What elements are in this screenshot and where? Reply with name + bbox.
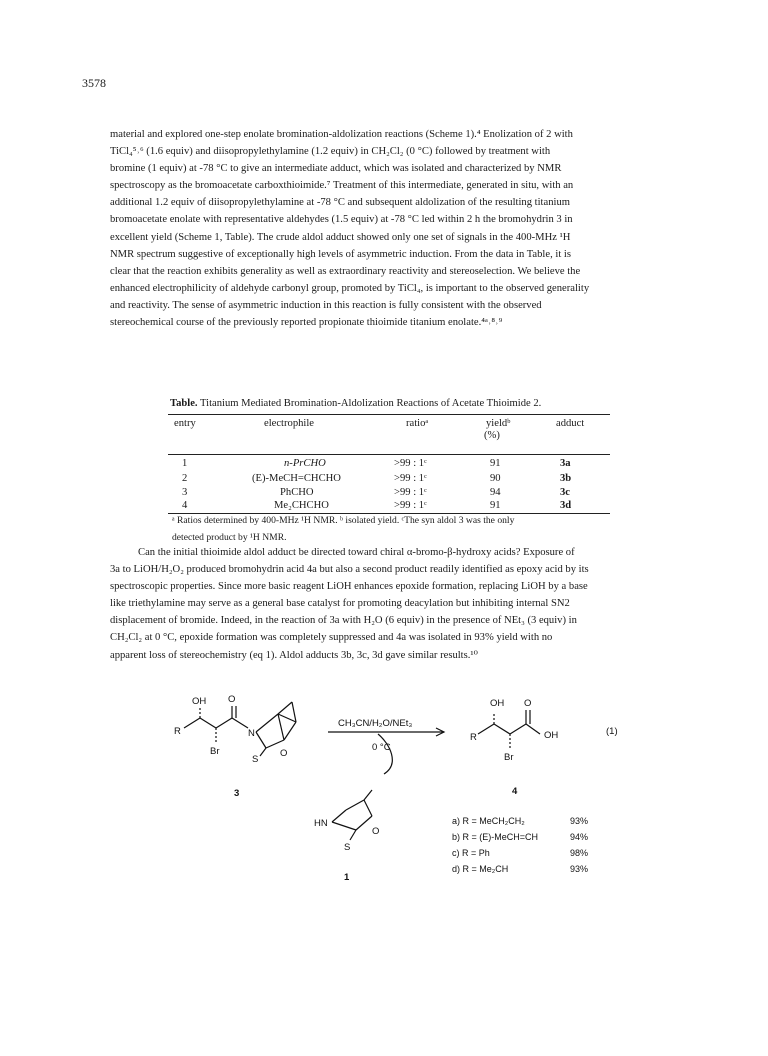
row-4-ratio: >99 : 1ᶜ <box>394 500 427 511</box>
compound-number: 4 <box>512 786 518 797</box>
paragraph-line: additional 1.2 equiv of diisopropylethylamine at -78 °C and subsequent aldolization of the resulting titanium <box>110 197 570 209</box>
atom-label: Br <box>210 746 220 757</box>
atom-label: N <box>248 728 255 739</box>
bond <box>292 702 296 722</box>
page-number: 3578 <box>82 76 106 90</box>
atom-label: R <box>174 726 181 737</box>
row-1-ratio: >99 : 1ᶜ <box>394 458 427 469</box>
result-label: a) R = MeCH₂CH₂ <box>452 816 525 826</box>
header-electrophile: electrophile <box>264 418 314 429</box>
paragraph-line: NMR spectrum suggestive of exceptionally high levels of asymmetric induction. From the data in Table, it is <box>110 248 571 260</box>
row-3-yield: 94 <box>490 487 501 498</box>
atom-label: O <box>228 694 236 705</box>
row-2-adduct: 3b <box>560 473 572 484</box>
table-footnote <box>172 512 612 546</box>
table-caption <box>170 398 541 409</box>
header-adduct: adduct <box>556 418 585 429</box>
paragraph-line: spectroscopy as the bromoacetate carboxthioimide.⁷ Treatment of this intermediate, generated in situ, with an <box>110 180 574 192</box>
row-2-entry: 2 <box>182 473 188 484</box>
row-4-yield: 91 <box>490 500 501 511</box>
bond <box>278 714 284 740</box>
body-paragraph-2 <box>110 544 670 664</box>
bond <box>332 810 346 822</box>
table-caption-label: Table. <box>170 398 198 409</box>
row-2-electrophile: (E)-MeCH=CHCHO <box>252 473 341 484</box>
bond <box>184 718 200 728</box>
paragraph-line: clear that the reaction exhibits generality as well as extraordinary reactivity and stereoselection. We believe the <box>110 265 581 277</box>
result-label: b) R = (E)-MeCH=CH <box>452 832 539 842</box>
atom-label: Br <box>504 752 514 763</box>
bond <box>364 790 372 800</box>
table-rule-header <box>168 454 610 455</box>
row-4-entry: 4 <box>182 500 188 511</box>
results-table <box>168 414 610 518</box>
atom-label: S <box>252 754 259 765</box>
bond <box>284 722 296 740</box>
reagent-top: CH₃CN/H₂O/NEt₃ <box>338 718 413 729</box>
atom-label: HN <box>314 818 328 829</box>
paragraph-line: Can the initial thioimide aldol adduct be directed toward chiral α-bromo-β-hydroxy acids? Exposure of <box>138 547 575 558</box>
compound-number: 1 <box>344 872 350 883</box>
equation-label: (1) <box>606 726 618 737</box>
row-3-adduct: 3c <box>560 487 570 498</box>
row-1-yield: 91 <box>490 458 501 469</box>
footnote-line: ᵃ Ratios determined by 400-MHz ¹H NMR. ᵇ isolated yield. ᶜThe syn aldol 3 was the only <box>172 515 515 526</box>
bond <box>266 740 284 748</box>
paragraph-line: stereochemical course of the previously reported propionate thioimide titanium enolate.⁴ᵃ˒⁸˒⁹ <box>110 317 503 329</box>
table-rule-top <box>168 414 610 415</box>
header-yield: yieldᵇ <box>486 418 511 429</box>
bond <box>478 724 494 734</box>
row-1-electrophile: n-PrCHO <box>284 458 326 469</box>
bond <box>256 714 278 732</box>
table-caption-text: Titanium Mediated Bromination-Aldolization Reactions of Acetate Thioimide 2. <box>197 398 542 409</box>
bond <box>232 718 248 728</box>
atom-label: OH <box>490 698 505 709</box>
result-label: c) R = Ph <box>452 848 490 858</box>
paragraph-line: like triethylamine may serve as a general base catalyst for promoting deacylation but inhibiting internal SN2 <box>110 598 570 610</box>
row-3-entry: 3 <box>182 487 188 498</box>
bond <box>346 800 364 810</box>
bond <box>350 830 356 840</box>
bond <box>256 732 266 748</box>
curved-arrow <box>378 734 392 774</box>
reaction-scheme <box>160 684 630 884</box>
paragraph-line: apparent loss of stereochemistry (eq 1). Aldol adducts 3b, 3c, 3d gave similar results.¹⁰ <box>110 649 478 661</box>
row-3-ratio: >99 : 1ᶜ <box>394 487 427 498</box>
compound-number: 3 <box>234 788 240 799</box>
paragraph-line: bromine (1 equiv) at -78 °C to give an intermediate adduct, which was isolated and characterized by NMR <box>110 163 562 175</box>
atom-label: O <box>372 826 380 837</box>
bond <box>494 724 510 734</box>
bond <box>364 800 372 816</box>
atom-label: S <box>344 842 351 853</box>
paragraph-line: TiCl₄⁵˒⁶ (1.6 equiv) and diisopropylethylamine (1.2 equiv) in CH₂Cl₂ (0 °C) followed by treatment with <box>110 146 551 158</box>
paragraph-line: spectroscopic properties. Since more basic reagent LiOH enhances epoxide formation, replacing LiOH by a base <box>110 581 588 593</box>
row-2-yield: 90 <box>490 473 501 484</box>
body-paragraph-1 <box>110 126 670 331</box>
bond <box>510 724 526 734</box>
bond <box>332 822 356 830</box>
paragraph-line: and reactivity. The sense of asymmetric induction in this reaction is fully consistent with the observed <box>110 299 542 311</box>
bond <box>278 714 296 722</box>
row-2-ratio: >99 : 1ᶜ <box>394 473 427 484</box>
result-yield: 98% <box>570 848 589 858</box>
bond <box>526 724 540 734</box>
reagent-bottom: 0 °C <box>372 742 391 753</box>
row-4-adduct: 3d <box>560 500 572 511</box>
row-3-electrophile: PhCHO <box>280 487 314 498</box>
row-4-electrophile: Me₂CHCHO <box>274 500 329 511</box>
header-ratio: ratioᵃ <box>406 418 429 429</box>
bond <box>200 718 216 728</box>
footnote-line: detected product by ¹H NMR. <box>172 532 287 543</box>
bond <box>356 816 372 830</box>
atom-label: OH <box>544 730 559 741</box>
row-1-entry: 1 <box>182 458 188 469</box>
paragraph-line: displacement of bromide. Indeed, in the reaction of 3a with H₂O (6 equiv) in the presence of NEt₃ (3 equiv) in <box>110 615 577 627</box>
header-yield-unit: (%) <box>484 430 500 441</box>
paragraph-line: bromoacetate enolate with representative aldehydes (1.5 equiv) at -78 °C led within 2 h the bromohydrin 3 in <box>110 214 573 226</box>
result-yield: 93% <box>570 864 589 874</box>
atom-label: O <box>280 748 288 759</box>
result-yield: 94% <box>570 832 589 842</box>
paragraph-line: CH₂Cl₂ at 0 °C, epoxide formation was completely suppressed and 4a was isolated in 93% yield with no <box>110 632 553 644</box>
reaction-scheme-svg <box>160 684 630 884</box>
bond <box>216 718 232 728</box>
atom-label: R <box>470 732 477 743</box>
paragraph-line: material and explored one-step enolate bromination-aldolization reactions (Scheme 1).⁴ Enolization of 2 with <box>110 129 573 140</box>
atom-label: OH <box>192 696 207 707</box>
result-yield: 93% <box>570 816 589 826</box>
paragraph-line: enhanced electrophilicity of aldehyde carbonyl group, promoted by TiCl₄, is important to the observed generality <box>110 282 590 294</box>
paragraph-line: 3a to LiOH/H₂O₂ produced bromohydrin acid 4a but also a second product readily identified as epoxy acid by its <box>110 564 589 576</box>
atom-label: O <box>524 698 532 709</box>
paragraph-line: excellent yield (Scheme 1, Table). The crude aldol adduct showed only one set of signals in the 400-MHz ¹H <box>110 231 571 243</box>
row-1-adduct: 3a <box>560 458 571 469</box>
bond <box>278 702 292 714</box>
result-label: d) R = Me₂CH <box>452 864 509 874</box>
bond <box>260 748 266 756</box>
header-entry: entry <box>174 418 196 429</box>
